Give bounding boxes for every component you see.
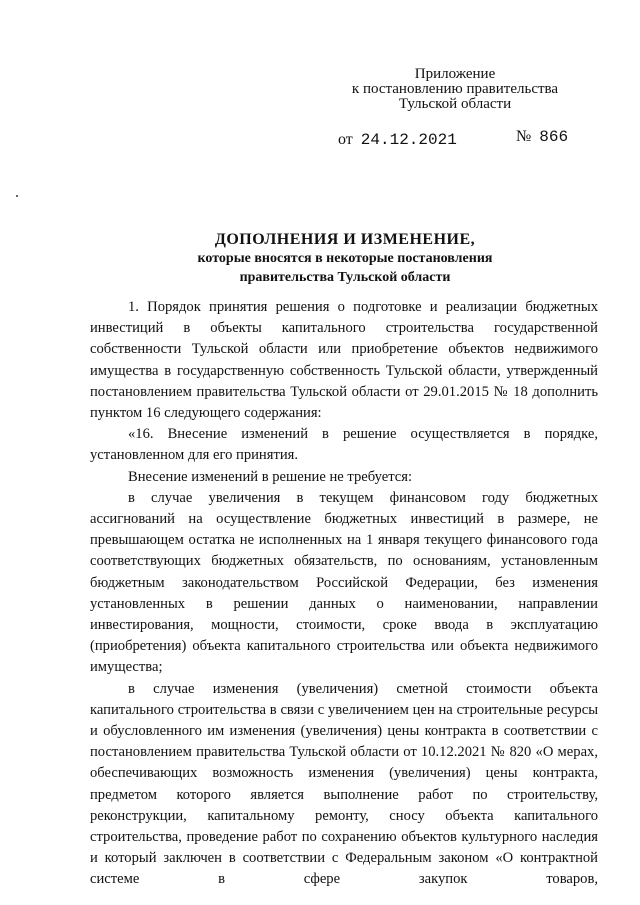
title-line-3: правительства Тульской области <box>239 270 451 285</box>
decree-number <box>516 128 568 146</box>
paragraph-5: в случае изменения (увеличения) сметной стоимости объекта капитального строительства в связи с увеличением цен на строительные ресурсы и обусловленного им изменения (увеличения) цены контракта в соответствии с постановлением правительства Тульской области от 10.12.2021 № 820 «О мерах, обеспечивающих возможность изменения (увеличения) цены контракта, предметом которого является выполнение работ по строительству, реконструкции, капитальному ремонту, сносу объекта капитального строительства, проведение работ по сохранению объектов культурного наследия и который заключен в соответствии с Федеральным законом «О контрактной системе в сфере закупок товаров, <box>90 680 598 888</box>
title-line-2: которые вносятся в некоторые постановления <box>197 251 493 266</box>
date-prefix: от <box>338 131 353 148</box>
appendix-line-3: Тульской области <box>398 96 512 112</box>
paragraph-2: «16. Внесение изменений в решение осуществляется в порядке, установленном для его принятия. <box>90 426 598 464</box>
date-value: 24.12.2021 <box>360 131 457 149</box>
title-line-1: ДОПОЛНЕНИЯ И ИЗМЕНЕНИЕ, <box>214 231 476 248</box>
number-value: 866 <box>539 128 569 146</box>
paragraph-3: Внесение изменений в решение не требуется: <box>128 468 413 485</box>
document-title <box>90 230 600 287</box>
number-prefix: № <box>516 128 532 145</box>
appendix-block <box>330 67 580 112</box>
paragraph-4: в случае увеличения в текущем финансовом году бюджетных ассигнований на осуществление бюджетных инвестиций в размере, не превышающем остатка не исполненных на 1 января текущего финансового года соответствующих бюджетных обязательств, по основаниям, установленным бюджетным законодательством Российской Федерации, без изменения установленных в решении данных о наименовании, направлении инвестирования, мощности, стоимости, сроке ввода в эксплуатацию (приобретения) объекта капитального строительства или объекта недвижимого имущества; <box>90 489 598 676</box>
appendix-line-1: Приложение <box>414 66 496 82</box>
paragraph-1: 1. Порядок принятия решения о подготовке и реализации бюджетных инвестиций в объекты капитального строительства государственной собственности Тульской области или приобретение объектов недвижимого имущества в государственную собственность Тульской области, утвержденный постановлением правительства Тульской области от 29.01.2015 № 18 дополнить пунктом 16 следующего содержания: <box>90 299 598 422</box>
appendix-line-2: к постановлению правительства <box>351 81 559 97</box>
document-body <box>90 297 598 891</box>
decree-date <box>338 131 457 149</box>
scan-speck <box>16 195 18 197</box>
